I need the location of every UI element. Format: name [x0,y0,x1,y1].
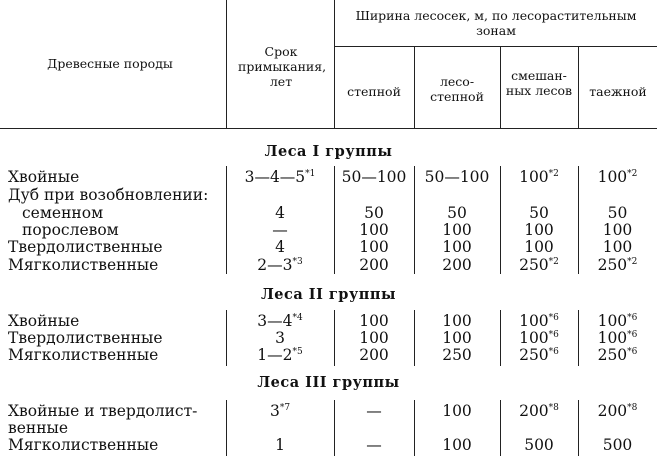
cell-steppe: 200 [359,256,389,274]
cell-term: — [272,221,288,239]
header-species: Древесные породы [47,56,173,71]
cell-taiga: 250$^{*2}$ [597,256,638,274]
table-row [0,204,657,222]
table-row [0,168,657,186]
cell-steppe: — [366,402,382,420]
cell-forest-steppe: 250 [442,346,472,364]
cell-species: Мягколиственные [8,346,159,364]
cell-species: Твердолиственные [8,238,163,256]
cell-mixed: 100 [524,238,554,256]
cell-steppe: — [366,436,382,454]
cell-forest-steppe: 100 [442,329,472,347]
cell-term: 2—3$^{*3}$ [257,256,303,274]
header-zone-mixed: смешан-ных лесов [505,68,573,98]
cell-forest-steppe: 100 [442,402,472,420]
cell-steppe: 50 [364,204,384,222]
header-zone-forest-steppe: лесо-степной [430,74,484,104]
cell-term: 3—4$^{*4}$ [257,312,303,330]
cell-mixed: 500 [524,436,554,454]
cell-taiga: 200$^{*8}$ [597,402,638,420]
header-divider-3 [414,46,415,128]
cell-taiga: 100$^{*6}$ [597,312,638,330]
cell-forest-steppe: 200 [442,256,472,274]
header-bottom-rule [0,128,657,129]
header-divider-2 [334,0,335,128]
cell-species: Мягколиственные [8,256,159,274]
cell-taiga: 50 [607,204,628,222]
group-title-3: Леса III группы [257,374,400,391]
cell-term: 1 [275,436,285,454]
table-row [0,419,657,437]
header-term: Срок примыкания, лет [238,44,327,89]
group-title-2: Леса II группы [260,286,396,303]
cell-term: 3$^{*7}$ [269,402,291,420]
cell-term: 3 [275,329,285,347]
cell-steppe: 100 [359,238,389,256]
cell-mixed: 200$^{*8}$ [519,402,559,420]
cell-steppe: 100 [359,329,389,347]
header-divider-5 [578,46,579,128]
cell-mixed: 250$^{*2}$ [519,256,559,274]
cell-term: 4 [275,204,285,222]
cell-mixed: 250$^{*6}$ [519,346,559,364]
header-divider-4 [500,46,501,128]
cell-steppe: 200 [359,346,389,364]
cell-forest-steppe: 50—100 [424,168,490,186]
cell-species: Дуб при возобновлении: [8,186,209,204]
cell-species: Твердолиственные [8,329,163,347]
table-row [0,256,657,274]
cell-taiga: 100 [602,238,633,256]
table-row [0,312,657,330]
cell-steppe: 100 [359,312,389,330]
table-row [0,402,657,420]
group-title-1: Леса I группы [264,143,393,160]
cell-species: венные [8,419,69,437]
cell-taiga: 100$^{*6}$ [597,329,638,347]
header-divider-1 [226,0,227,128]
table-row [0,186,657,204]
cell-forest-steppe: 100 [442,436,472,454]
cell-taiga: 100 [602,221,633,239]
table-row [0,329,657,347]
cell-forest-steppe: 100 [442,238,472,256]
cell-species: Хвойные и твердолист- [8,402,198,420]
header-zone-steppe: степной [347,84,401,99]
cell-taiga: 250$^{*6}$ [597,346,638,364]
cell-species: порослевом [22,221,119,239]
table-row [0,436,657,454]
cell-mixed: 100$^{*6}$ [519,329,559,347]
cell-forest-steppe: 50 [447,204,467,222]
cell-taiga: 100$^{*2}$ [597,168,638,186]
cell-species: Хвойные [8,168,80,186]
table-row [0,221,657,239]
cell-mixed: 100$^{*6}$ [519,312,559,330]
cell-term: 4 [275,238,285,256]
cell-term: 1—2$^{*5}$ [257,346,303,364]
header-zone-taiga: таежной [589,84,647,99]
cell-forest-steppe: 100 [442,221,472,239]
header-subrule [334,46,657,47]
cell-mixed: 100$^{*2}$ [519,168,559,186]
cell-term: 3—4—5$^{*1}$ [244,168,316,186]
cell-steppe: 50—100 [341,168,407,186]
cell-taiga: 500 [602,436,633,454]
cell-forest-steppe: 100 [442,312,472,330]
table-row [0,346,657,364]
cell-species: семенном [22,204,104,222]
cell-mixed: 100 [524,221,554,239]
header-width: Ширина лесосек, м, по лесорастительным зонам [355,8,637,38]
cell-species: Мягколиственные [8,436,159,454]
cell-species: Хвойные [8,312,80,330]
table-row [0,238,657,256]
cell-mixed: 50 [529,204,549,222]
cell-steppe: 100 [359,221,389,239]
